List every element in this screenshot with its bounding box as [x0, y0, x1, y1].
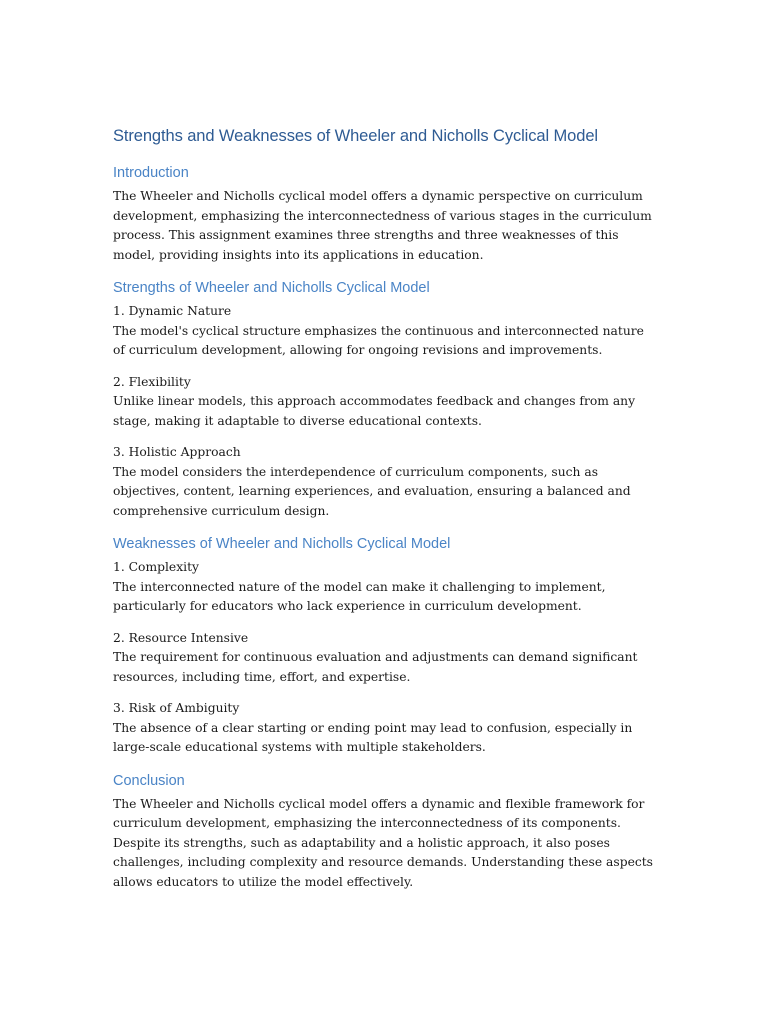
conclusion-section — [113, 771, 658, 893]
weakness-item-complexity — [113, 558, 658, 617]
introduction-heading: Introduction — [113, 165, 189, 181]
weakness-item-text: The requirement for continuous evaluation and adjustments can demand significant resources, including time, effort, and expertise. — [113, 650, 638, 684]
weakness-item-text: The interconnected nature of the model can make it challenging to implement, particularly for educators who lack experience in curriculum development. — [113, 579, 606, 613]
strengths-section — [113, 278, 658, 521]
document-title: Strengths and Weaknesses of Wheeler and Nicholls Cyclical Model — [113, 127, 598, 145]
strength-item-title: 1. Dynamic Nature — [113, 304, 232, 318]
weakness-item-title: 3. Risk of Ambiguity — [113, 701, 240, 715]
weakness-item-title: 2. Resource Intensive — [113, 630, 249, 645]
strength-item-text: The model's cyclical structure emphasizes the continuous and interconnected nature of curriculum development, allowing for ongoing revisions and improvements. — [113, 323, 644, 357]
strength-item-text: Unlike linear models, this approach accommodates feedback and changes from any stage, making it adaptable to diverse educational contexts. — [113, 394, 636, 428]
strength-item-flexibility — [113, 373, 658, 432]
introduction-paragraph: The Wheeler and Nicholls cyclical model offers a dynamic perspective on curriculum development, emphasizing the interconnectedness of various stages in the curriculum process. This assignment examines three strengths and three weaknesses of this model, providing insights into its applications in education. — [113, 189, 652, 262]
strength-item-dynamic-nature — [113, 302, 658, 361]
weaknesses-heading: Weaknesses of Wheeler and Nicholls Cyclical Model — [113, 536, 451, 552]
strength-item-text: The model considers the interdependence of curriculum components, such as objectives, content, learning experiences, and evaluation, ensuring a balanced and comprehensive curriculum design. — [113, 464, 631, 518]
document-page — [113, 125, 658, 892]
conclusion-heading: Conclusion — [113, 772, 185, 789]
weakness-item-risk-of-ambiguity — [113, 699, 658, 758]
weakness-item-text: The absence of a clear starting or ending point may lead to confusion, especially in large-scale educational systems with multiple stakeholders. — [113, 720, 633, 754]
strength-item-title: 2. Flexibility — [113, 374, 191, 389]
strengths-heading: Strengths of Wheeler and Nicholls Cyclical Model — [113, 280, 430, 296]
conclusion-paragraph: The Wheeler and Nicholls cyclical model offers a dynamic and flexible framework for curriculum development, emphasizing the interconnectedness of its components. Despite its strengths, such as adaptability and a holistic approach, it also poses challenges, including complexity and resource demands. Understanding these aspects allows educators to utilize the model effectively. — [113, 796, 653, 889]
strength-item-title: 3. Holistic Approach — [113, 445, 241, 459]
strength-item-holistic-approach — [113, 443, 658, 521]
weakness-item-title: 1. Complexity — [113, 560, 199, 574]
weaknesses-section — [113, 534, 658, 758]
weakness-item-resource-intensive — [113, 629, 658, 688]
introduction-section — [113, 163, 658, 265]
